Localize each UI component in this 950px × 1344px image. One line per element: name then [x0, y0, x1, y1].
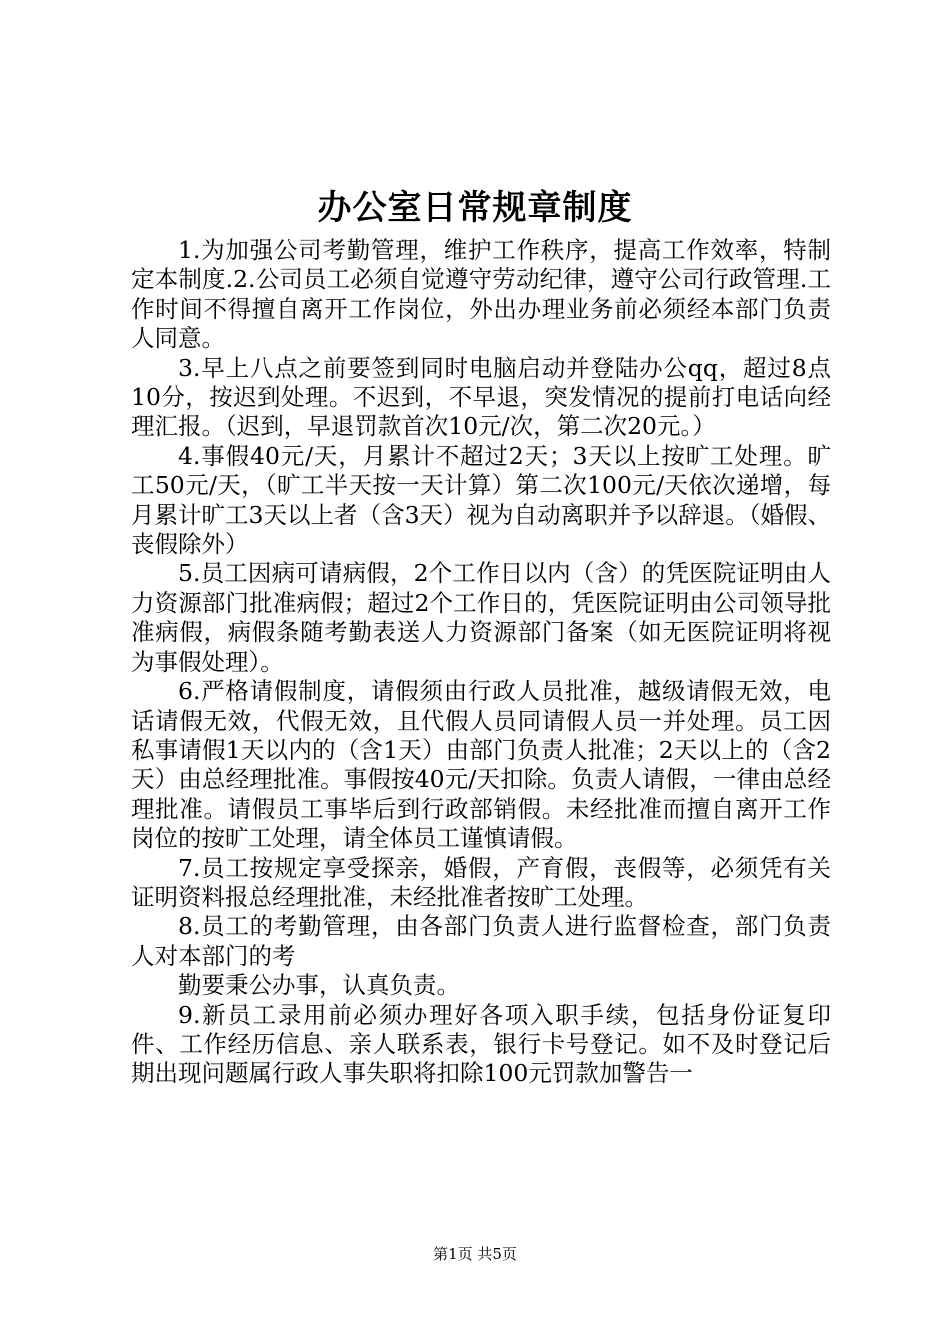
paragraph-9: 9.新员工录用前必须办理好各项入职手续，包括身份证复印件、工作经历信息、亲人联系表，银行卡号登记。如不及时登记后期出现问题属行政人事失职将扣除100元罚款加警告一	[131, 1000, 831, 1088]
paragraph-4: 4.事假40元/天，月累计不超过2天；3天以上按旷工处理。旷工50元/天，（旷工半天按一天计算）第二次100元/天依次递增，每月累计旷工3天以上者（含3天）视为自动离职并予以辞退。（婚假、丧假除外）	[131, 441, 831, 559]
paragraph-6: 6.严格请假制度，请假须由行政人员批准，越级请假无效，电话请假无效，代假无效，且代假人员同请假人员一并处理。员工因私事请假1天以内的（含1天）由部门负责人批准；2天以上的（含2天）由总经理批准。事假按40元/天扣除。负责人请假，一律由总经理批准。请假员工事毕后到行政部销假。未经批准而擅自离开工作岗位的按旷工处理，请全体员工谨慎请假。	[131, 677, 831, 853]
paragraph-8-continued: 勤要秉公办事，认真负责。	[178, 971, 460, 1000]
page-footer: 第1页 共5页	[433, 1245, 517, 1263]
paragraph-8: 8.员工的考勤管理，由各部门负责人进行监督检查，部门负责人对本部门的考	[131, 912, 831, 970]
paragraph-7: 7.员工按规定享受探亲，婚假，产育假，丧假等，必须凭有关证明资料报总经理批准，未经批准者按旷工处理。	[131, 853, 831, 911]
paragraph-5: 5.员工因病可请病假，2个工作日以内（含）的凭医院证明由人力资源部门批准病假；超过2个工作日的，凭医院证明由公司领导批准病假，病假条随考勤表送人力资源部门备案（如无医院证明将视为事假处理）。	[131, 559, 831, 676]
paragraph-3: 3.早上八点之前要签到同时电脑启动并登陆办公qq，超过8点10分，按迟到处理。不迟到，不早退，突发情况的提前打电话向经理汇报。（迟到，早退罚款首次10元/次，第二次20元。）	[131, 353, 831, 441]
document-title: 办公室日常规章制度	[317, 188, 633, 228]
document-body	[131, 236, 831, 1089]
paragraph-1: 1.为加强公司考勤管理，维护工作秩序，提高工作效率，特制定本制度.2.公司员工必须自觉遵守劳动纪律，遵守公司行政管理.工作时间不得擅自离开工作岗位，外出办理业务前必须经本部门负责人同意。	[131, 236, 831, 353]
